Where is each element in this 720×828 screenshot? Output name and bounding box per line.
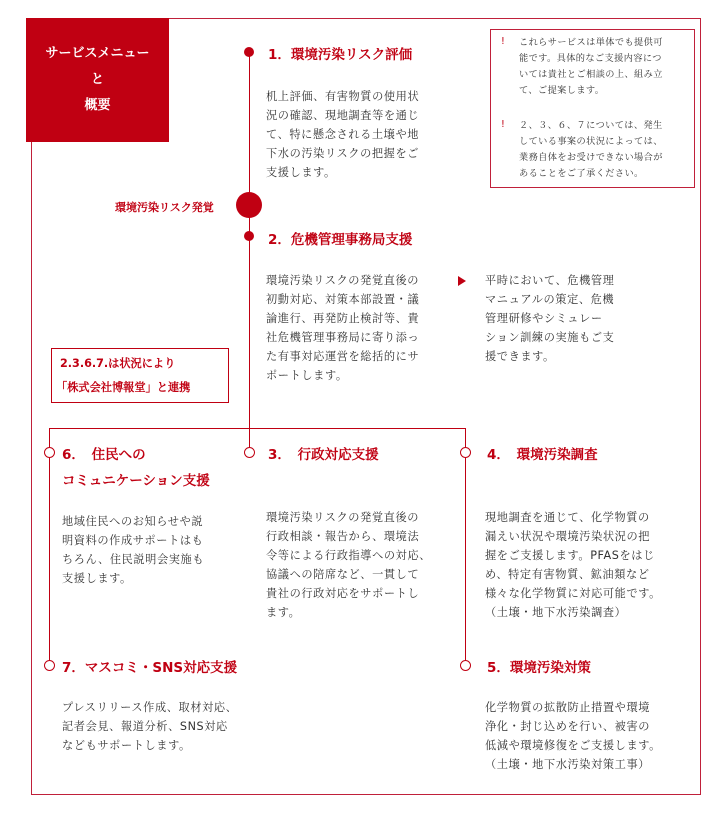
- step-3-marker: [244, 447, 255, 458]
- body-line: 行政相談・報告から、環境法: [266, 530, 420, 543]
- note-1-line: いては貴社とご相談の上、組み立: [519, 69, 663, 80]
- arrow-right-icon: [458, 276, 466, 286]
- body-line: 況の確認、現地調査等を通じ: [266, 109, 420, 122]
- body-line: ション訓練の実施もご支: [485, 331, 615, 344]
- service-7-body: [62, 698, 237, 755]
- note-mark-1: !: [501, 36, 505, 47]
- link-note-line-2: 「株式会社博報堂」と連携: [56, 381, 191, 394]
- body-line: 支援します。: [266, 166, 336, 179]
- body-line: 机上評価、有害物質の使用状: [266, 90, 420, 103]
- service-3-title: 3． 行政対応支援: [268, 447, 379, 463]
- step-2-marker: [244, 231, 254, 241]
- discovery-label: 環境汚染リスク発覚: [115, 201, 214, 214]
- body-line: 化学物質の拡散防止措置や環境: [485, 701, 651, 714]
- body-line: ちろん、住民説明会実施も: [62, 553, 205, 566]
- main-timeline: [249, 52, 250, 453]
- step-4-marker: [460, 447, 471, 458]
- body-line: て、特に懸念される土壌や地: [266, 128, 420, 141]
- service-5-title: 5．環境汚染対策: [487, 660, 591, 676]
- title-line-3: 概要: [84, 98, 111, 113]
- body-line: 漏えい状況や環境汚染状況の把: [485, 530, 651, 543]
- note-1: [519, 35, 663, 99]
- body-line: 明資料の作成サポートはも: [62, 534, 204, 547]
- service-6-body: [62, 512, 204, 588]
- body-line: 管理研修やシミュレー: [485, 312, 603, 325]
- body-line: マニュアルの策定、危機: [485, 293, 615, 306]
- title-line-1: サービスメニュー: [45, 46, 150, 61]
- body-line: 低減や環境修復をご支援します。: [485, 739, 661, 752]
- note-2: [519, 118, 663, 182]
- body-line: プレスリリース作成、取材対応、: [62, 701, 238, 714]
- body-line: 握をご支援します。PFASをはじ: [485, 549, 655, 562]
- note-mark-2: !: [501, 119, 505, 130]
- title-line-2: と: [90, 72, 104, 87]
- link-note-box: [51, 348, 229, 403]
- body-line: 論進行、再発防止検討等、貴: [266, 312, 420, 325]
- body-line: 記者会見、報道分析、SNS対応: [62, 720, 228, 733]
- body-line: 令等による行政指導への対応、: [266, 549, 432, 562]
- service-2-side-body: [485, 271, 614, 366]
- note-1-line: て、ご提案します。: [519, 85, 605, 96]
- service-4-body: [485, 508, 661, 622]
- body-line: 浄化・封じ込めを行い、被害の: [485, 720, 651, 733]
- body-line: 初動対応、対策本部設置・議: [266, 293, 420, 306]
- link-note-line-1: 2.3.6.7.は状況により: [60, 357, 176, 370]
- service-1-title: 1．環境汚染リスク評価: [268, 47, 413, 63]
- note-2-line: 業務自体をお受けできない場合が: [519, 152, 663, 163]
- service-4-title: 4． 環境汚染調査: [487, 447, 598, 463]
- discovery-marker: [236, 192, 262, 218]
- step-5-marker: [460, 660, 471, 671]
- body-line: 下水の汚染リスクの把握をご: [266, 147, 420, 160]
- body-line: 援できます。: [485, 350, 555, 363]
- note-1-line: 能です。具体的なご支援内容につ: [519, 53, 662, 64]
- branch-line: [49, 428, 465, 429]
- note-2-line: あることをご了承ください。: [519, 168, 644, 179]
- body-line: 環境汚染リスクの発覚直後の: [266, 511, 420, 524]
- body-line: 地域住民へのお知らせや説: [62, 515, 204, 528]
- service-2-title: 2．危機管理事務局支援: [268, 232, 413, 248]
- body-line: （土壌・地下水汚染調査）: [485, 606, 627, 619]
- note-1-line: これらサービスは単体でも提供可: [519, 37, 663, 48]
- service-3-body: [266, 508, 431, 622]
- body-line: め、特定有害物質、鉱油類など: [485, 568, 650, 581]
- left-branch-line: [49, 428, 50, 665]
- service-6-title-line-1: 6． 住民への: [62, 447, 146, 463]
- service-1-body: [266, 87, 419, 182]
- body-line: 現地調査を通じて、化学物質の: [485, 511, 650, 524]
- body-line: 様々な化学物質に対応可能です。: [485, 587, 661, 600]
- body-line: 支援します。: [62, 572, 132, 585]
- service-7-title: 7．マスコミ・SNS対応支援: [62, 660, 238, 676]
- step-6-marker: [44, 447, 55, 458]
- service-6-title-line-2: コミュニケーション支援: [62, 473, 210, 489]
- step-1-marker: [244, 47, 254, 57]
- body-line: ます。: [266, 606, 301, 619]
- body-line: などもサポートします。: [62, 739, 191, 752]
- body-line: （土壌・地下水汚染対策工事）: [485, 758, 651, 771]
- right-branch-line: [465, 428, 466, 665]
- note-2-line: ２、３、６、７については、発生: [519, 120, 663, 131]
- body-line: 協議への陪席など、一貫して: [266, 568, 420, 581]
- service-2-body: [266, 271, 419, 385]
- note-box: [490, 29, 695, 188]
- body-line: 平時において、危機管理: [485, 274, 615, 287]
- service-5-body: [485, 698, 661, 774]
- body-line: 貴社の行政対応をサポートし: [266, 587, 420, 600]
- title-box: [26, 18, 169, 142]
- step-7-marker: [44, 660, 55, 671]
- body-line: ポートします。: [266, 369, 348, 382]
- body-line: 環境汚染リスクの発覚直後の: [266, 274, 420, 287]
- body-line: た有事対応運営を総括的にサ: [266, 350, 420, 363]
- note-2-line: している事案の状況によっては、: [519, 136, 663, 147]
- body-line: 社危機管理事務局に寄り添っ: [266, 331, 420, 344]
